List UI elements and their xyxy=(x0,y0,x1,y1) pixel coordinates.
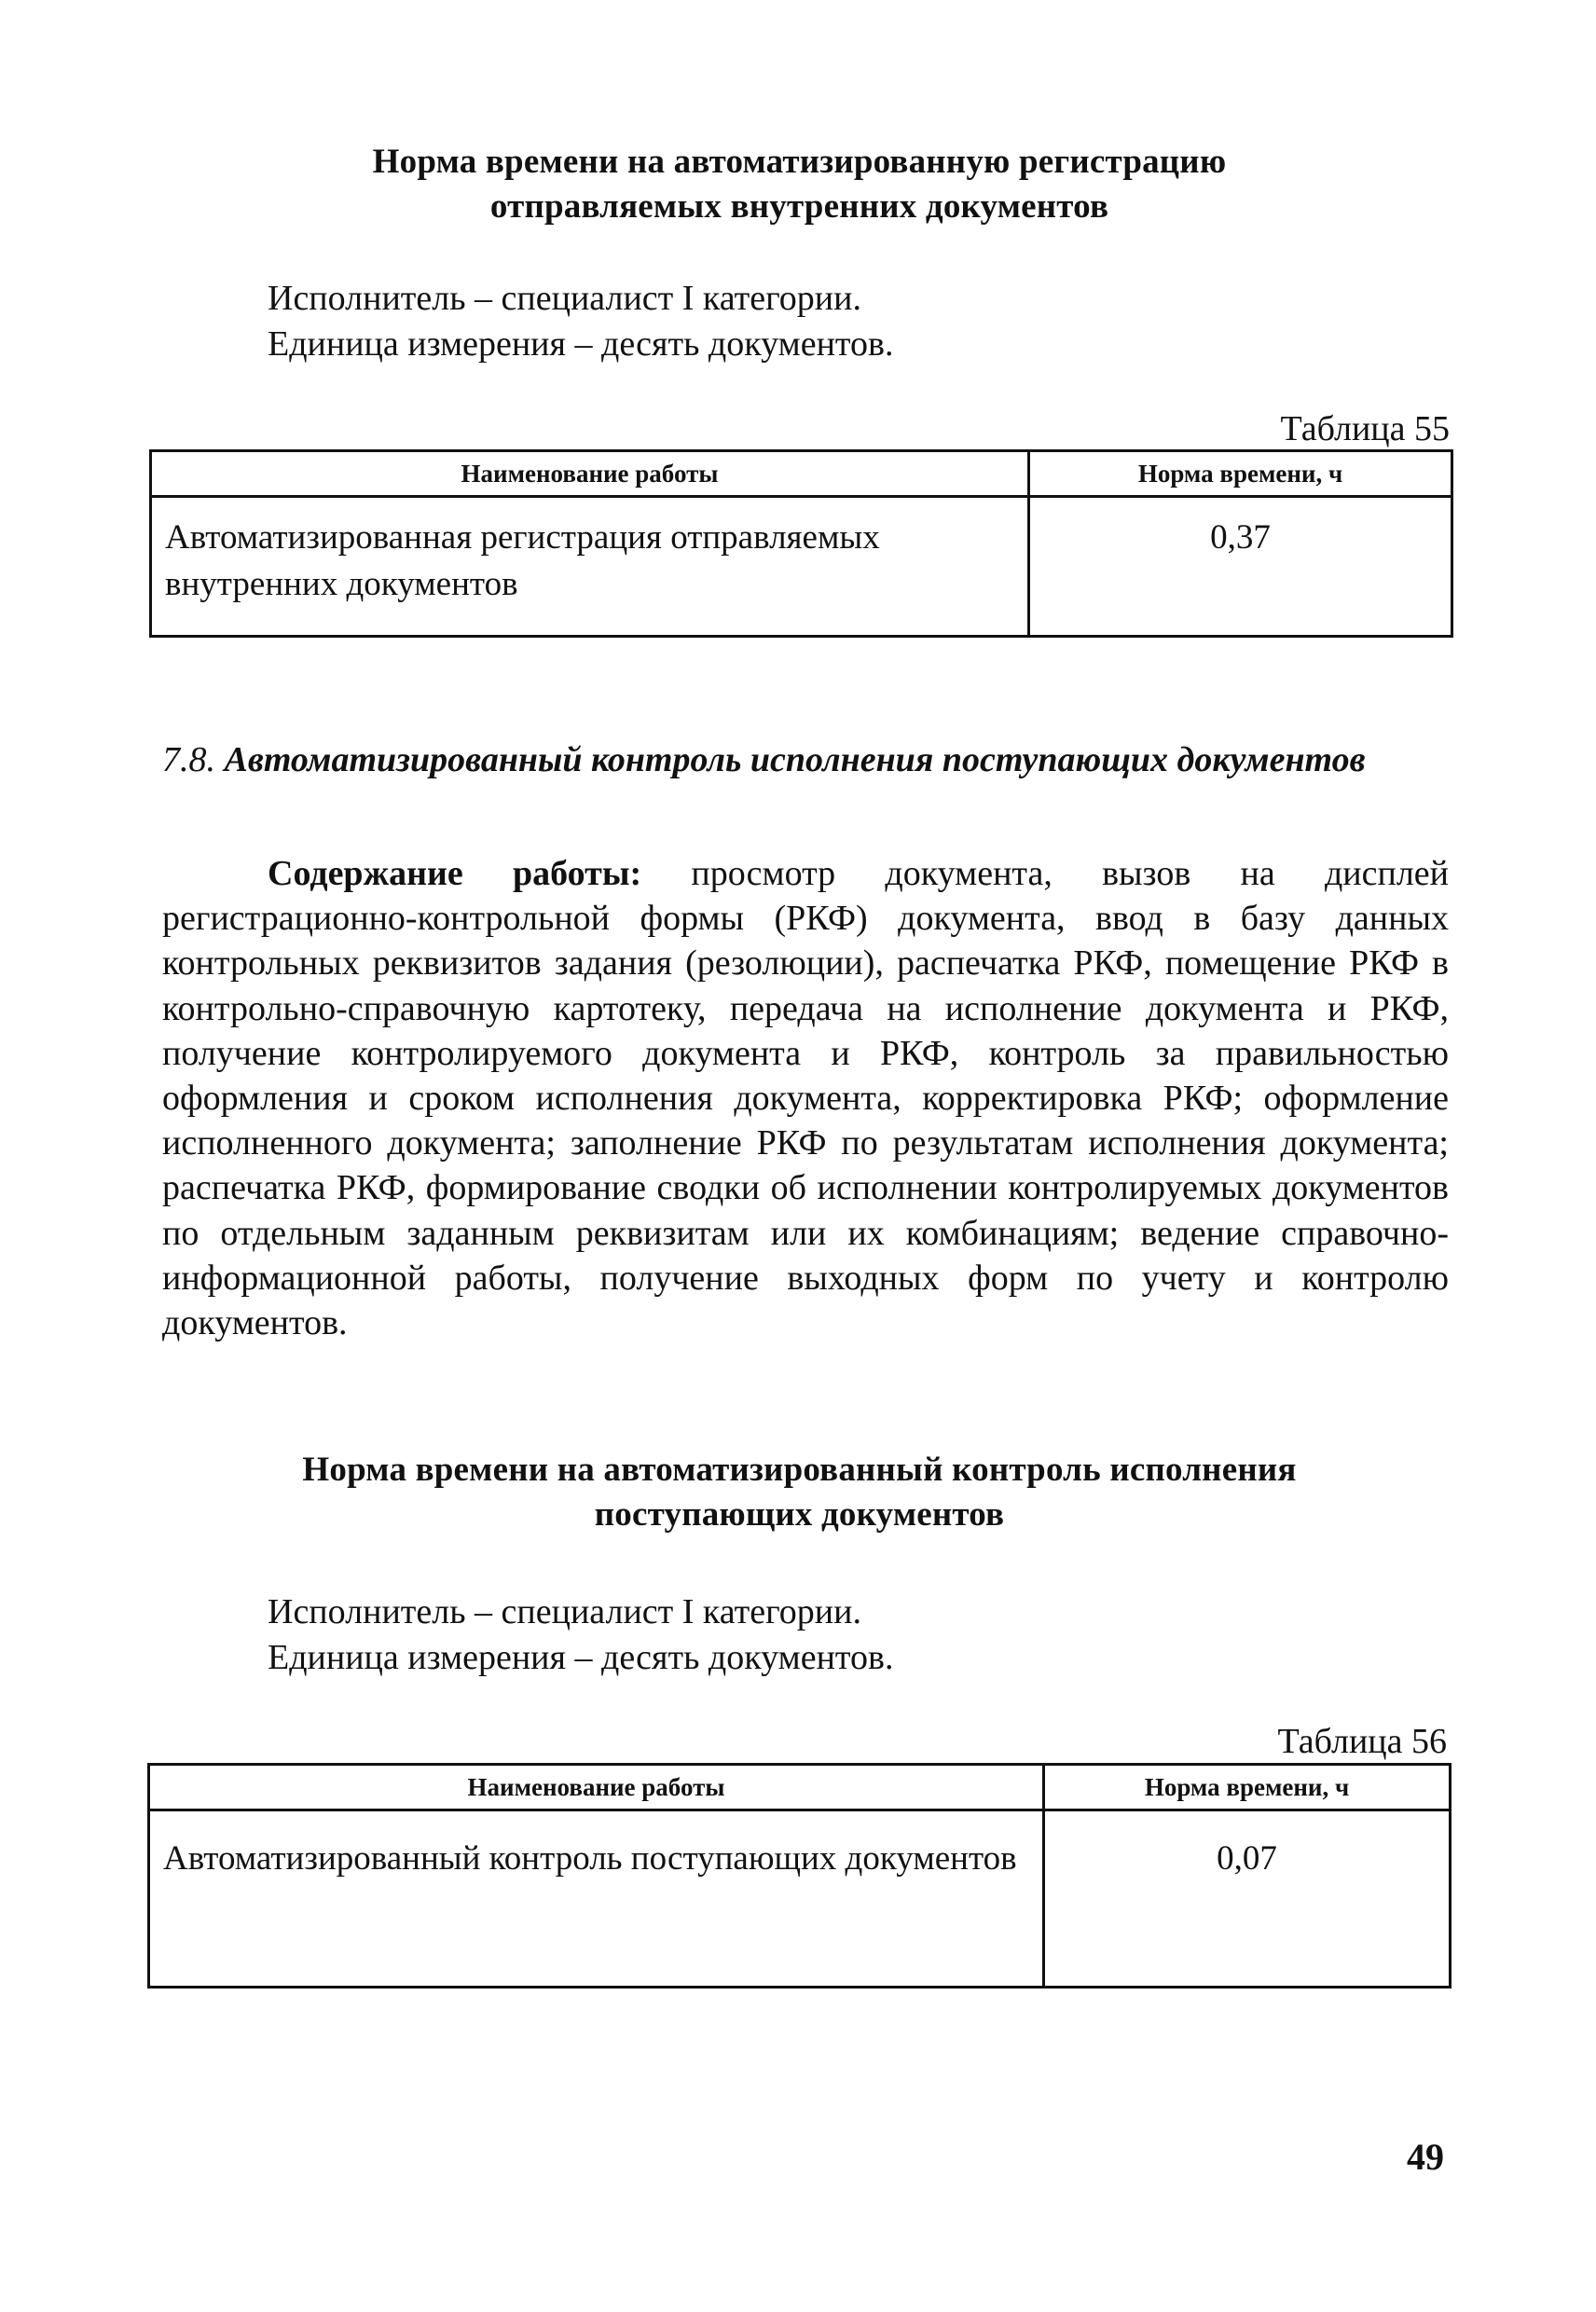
unit-line: Единица измерения – десять документов. xyxy=(268,324,894,364)
norm-value-cell: 0,37 xyxy=(1029,497,1452,637)
table-row xyxy=(151,497,1452,637)
content-text: просмотр документа, вызов на дисплей регистрационно-контрольной формы (РКФ) документа, ввод в базу данных контрольных реквизитов задания (резолюции), распечатка РКФ, помещение РКФ в контрольно-справочную картотеку, передача на исполнение документа и РКФ, получение контролируемого документа и РКФ, контроль за правильностью оформления и сроком исполнения документа, корректировка РКФ; оформление исполненного документа; заполнение РКФ по результатам исполнения документа; распечатка РКФ, формирование сводки об исполнении контролируемых документов по отдельным заданным реквизитам или их комбинациям; ведение справочно-информационной работы, получение выходных форм по учету и контролю документов. xyxy=(162,854,1449,1343)
section-number: 7.8. xyxy=(162,740,215,779)
work-content-paragraph xyxy=(162,851,1449,1345)
heading-line-1: Норма времени на автоматизированную регистрацию xyxy=(372,143,1227,181)
section-title-text: Автоматизированный контроль исполнения поступающих документов xyxy=(224,740,1366,779)
column-header-norm: Норма времени, ч xyxy=(1029,451,1452,497)
section-title xyxy=(162,736,1449,783)
table-caption: Таблица 55 xyxy=(1280,409,1450,448)
executor-line: Исполнитель – специалист I категории. xyxy=(268,1592,861,1631)
heading-table-56 xyxy=(149,1448,1450,1537)
executor-line: Исполнитель – специалист I категории. xyxy=(268,279,861,318)
norm-table-56 xyxy=(147,1763,1452,1989)
unit-line: Единица измерения – десять документов. xyxy=(268,1638,894,1677)
table-caption: Таблица 56 xyxy=(1277,1722,1447,1761)
work-name-cell: Автоматизированная регистрация отправляемых внутренних документов xyxy=(151,497,1029,637)
heading-table-55 xyxy=(149,140,1450,229)
norm-table-55 xyxy=(149,449,1453,638)
content-label: Содержание работы: xyxy=(268,854,642,893)
table-header-row xyxy=(151,451,1452,497)
heading-line-2: отправляемых внутренних документов xyxy=(489,187,1109,226)
heading-line-1: Норма времени на автоматизированный контроль исполнения xyxy=(302,1451,1297,1489)
page-number: 49 xyxy=(1407,2136,1444,2178)
table-row xyxy=(149,1810,1451,1988)
column-header-norm: Норма времени, ч xyxy=(1044,1765,1451,1810)
norm-value-cell: 0,07 xyxy=(1044,1810,1451,1988)
heading-line-2: поступающих документов xyxy=(594,1495,1005,1534)
work-name-cell: Автоматизированный контроль поступающих документов xyxy=(149,1810,1044,1988)
table-header-row xyxy=(149,1765,1451,1810)
column-header-work: Наименование работы xyxy=(149,1765,1044,1810)
column-header-work: Наименование работы xyxy=(151,451,1029,497)
